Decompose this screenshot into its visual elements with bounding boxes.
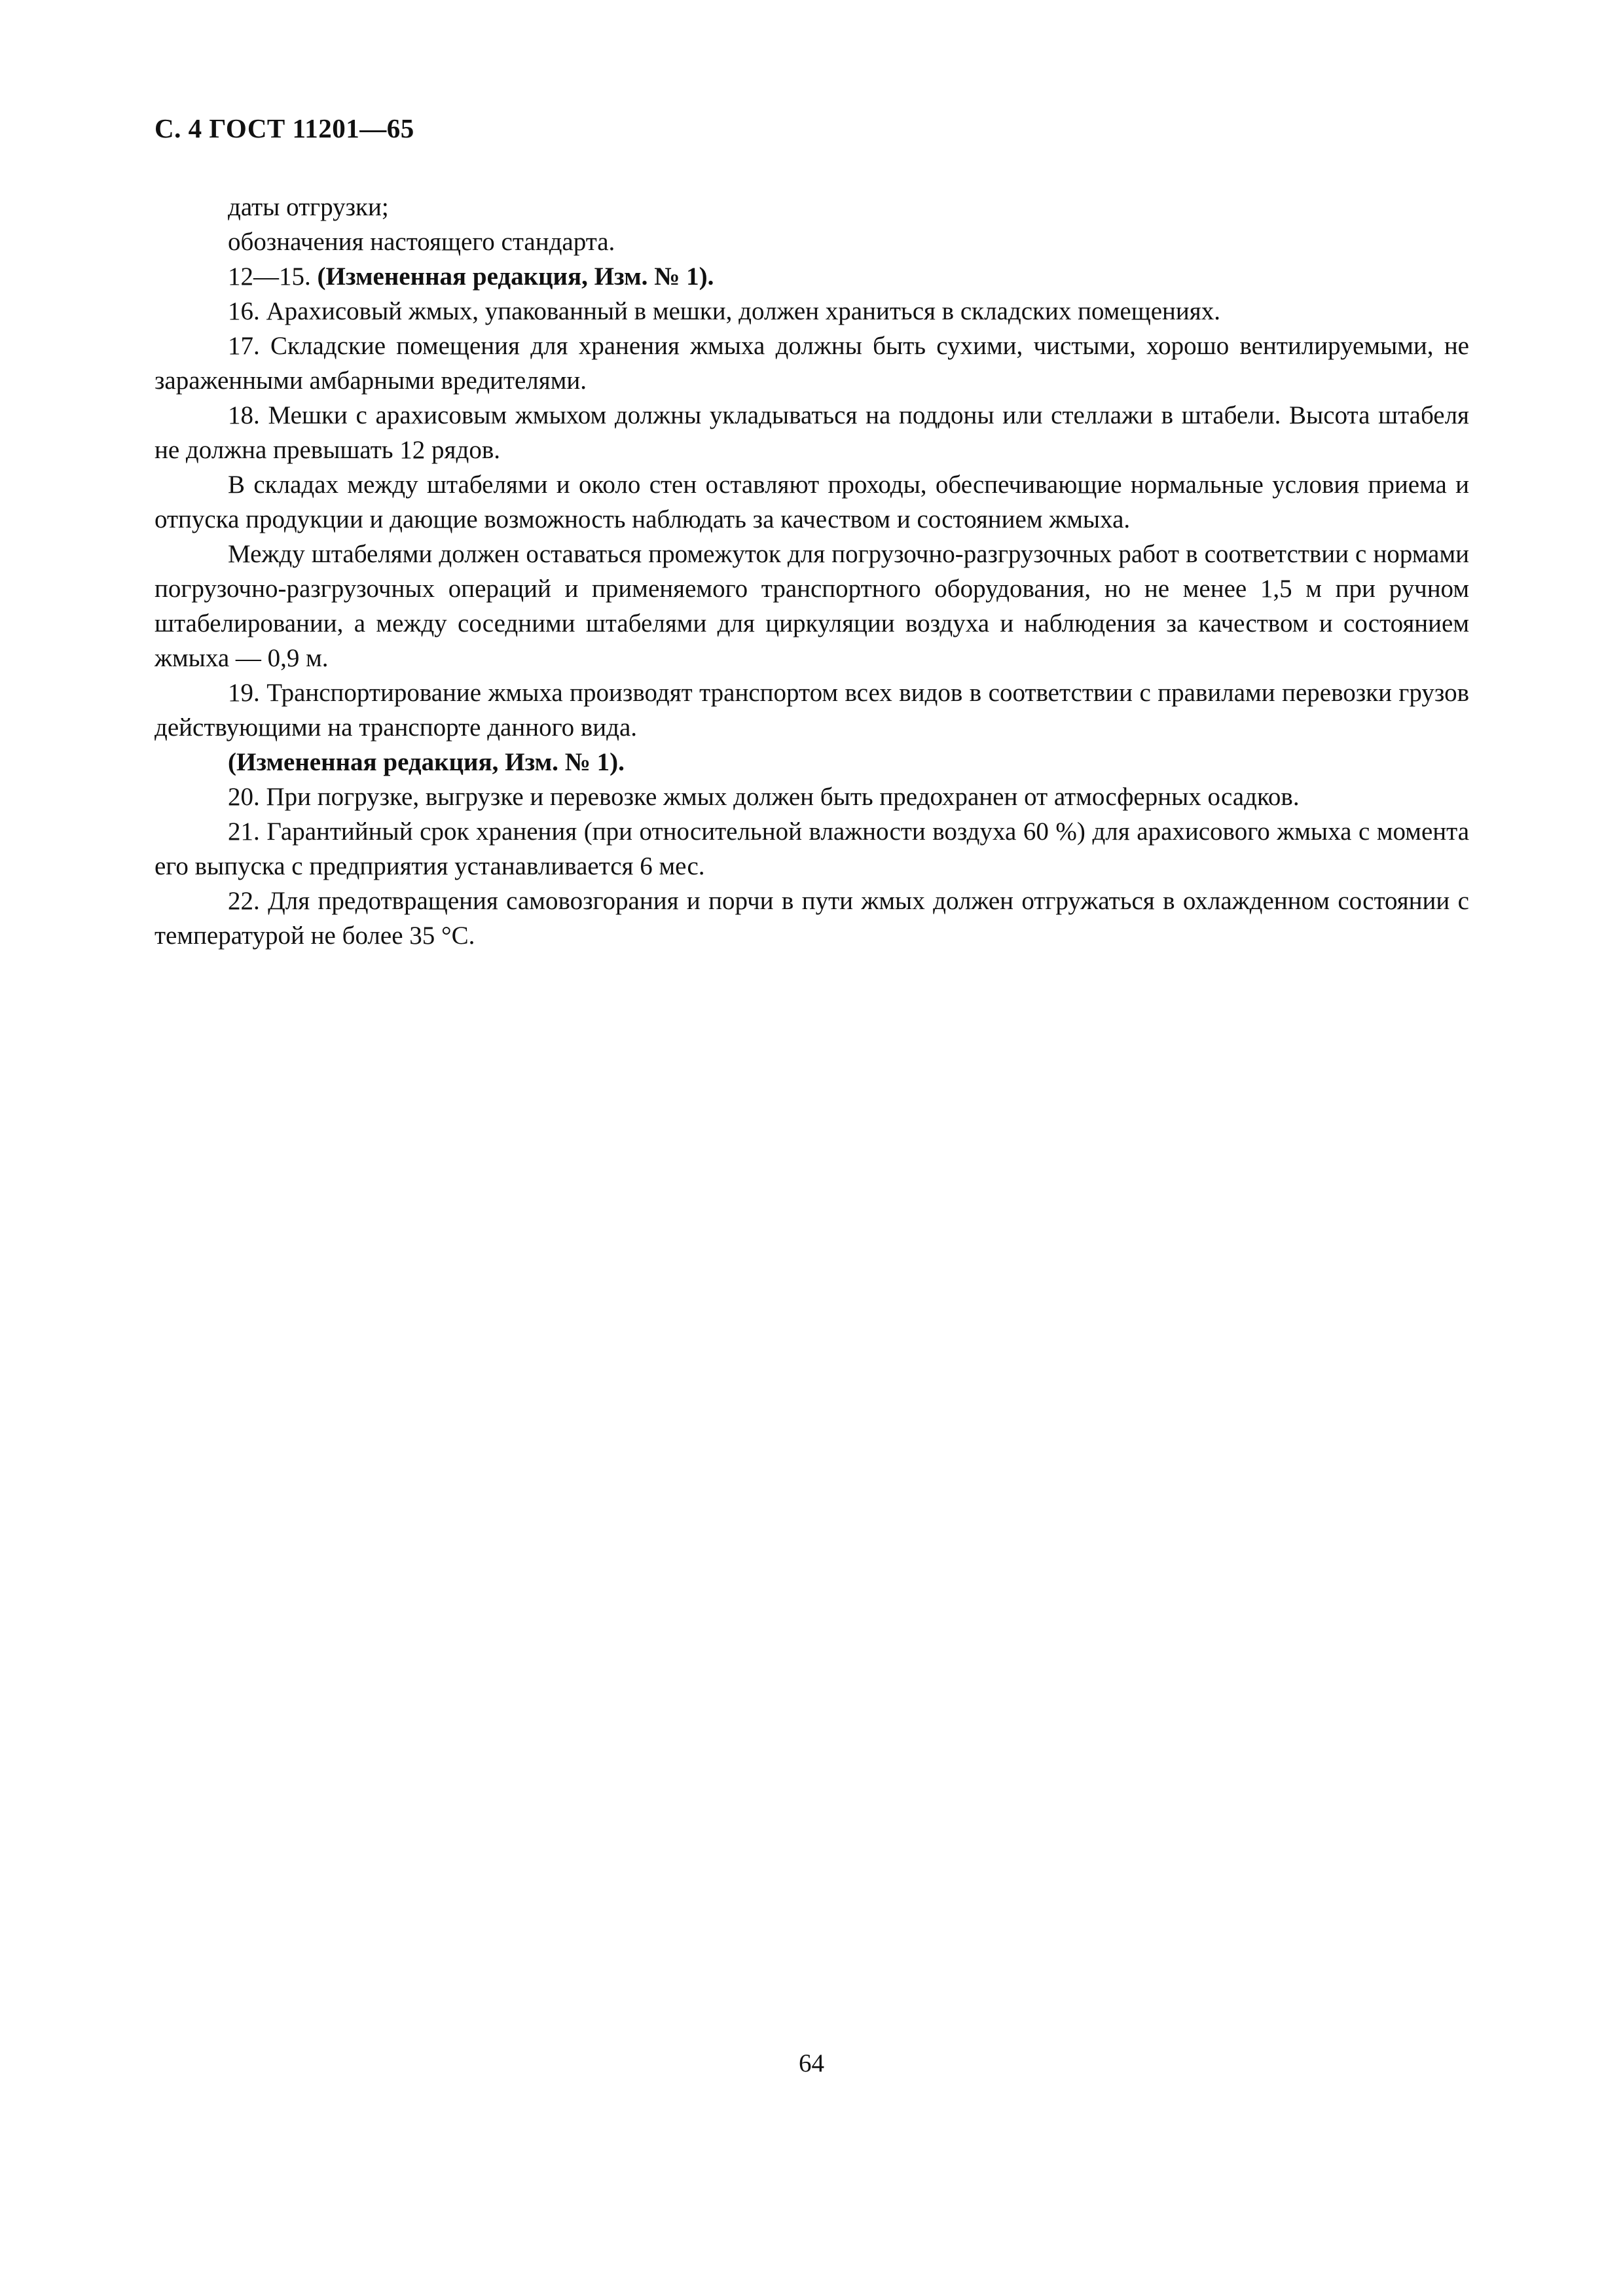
amendment-note: (Измененная редакция, Изм. № 1).	[317, 262, 714, 291]
clause-number: 12—15.	[228, 262, 311, 291]
paragraph-17: 17. Складские помещения для хранения жмыха должны быть сухими, чистыми, хорошо вентилируемыми, не зараженными амбарными вредителями.	[155, 332, 1469, 395]
paragraph-passages: В складах между штабелями и около стен оставляют проходы, обеспечивающие нормальные условия приема и отпуска продукции и дающие возможность наблюдать за качеством и состоянием жмыха.	[155, 471, 1469, 533]
paragraph-standard-designation: обозначения настоящего стандарта.	[228, 228, 615, 256]
paragraph-12-15	[155, 259, 1469, 294]
paragraph-shipment-date: даты отгрузки;	[228, 193, 389, 221]
paragraph-22: 22. Для предотвращения самовозгорания и порчи в пути жмых должен отгружаться в охлажденном состоянии с температурой не более 35 °C.	[155, 887, 1469, 950]
paragraph-18: 18. Мешки с арахисовым жмыхом должны укладываться на поддоны или стеллажи в штабели. Высота штабеля не должна превышать 12 рядов.	[155, 401, 1469, 464]
page-header: С. 4 ГОСТ 11201—65	[155, 113, 414, 143]
paragraph-19: 19. Транспортирование жмыха производят транспортом всех видов в соответствии с правилами перевозки грузов действующими на транспорте данного вида.	[155, 679, 1469, 742]
amendment-note: (Измененная редакция, Изм. № 1).	[228, 748, 625, 776]
document-body	[155, 190, 1469, 953]
page-number: 64	[799, 2049, 824, 2077]
paragraph-stack-gap: Между штабелями должен оставаться промежуток для погрузочно-разгрузочных работ в соответствии с нормами погрузочно-разгрузочных операций и применяемого транспортного оборудования, но не менее 1,5 м при ручном штабелировании, а между соседними штабелями для циркуляции воздуха и наблюдения за качеством и состоянием жмыха — 0,9 м.	[155, 540, 1469, 672]
paragraph-21: 21. Гарантийный срок хранения (при относительной влажности воздуха 60 %) для арахисового жмыха с момента его выпуска с предприятия устанавливается 6 мес.	[155, 817, 1469, 880]
paragraph-amendment	[155, 745, 1469, 780]
paragraph-16: 16. Арахисовый жмых, упакованный в мешки, должен храниться в складских помещениях.	[228, 297, 1220, 325]
paragraph-20: 20. При погрузке, выгрузке и перевозке жмых должен быть предохранен от атмосферных осадков.	[228, 783, 1300, 811]
